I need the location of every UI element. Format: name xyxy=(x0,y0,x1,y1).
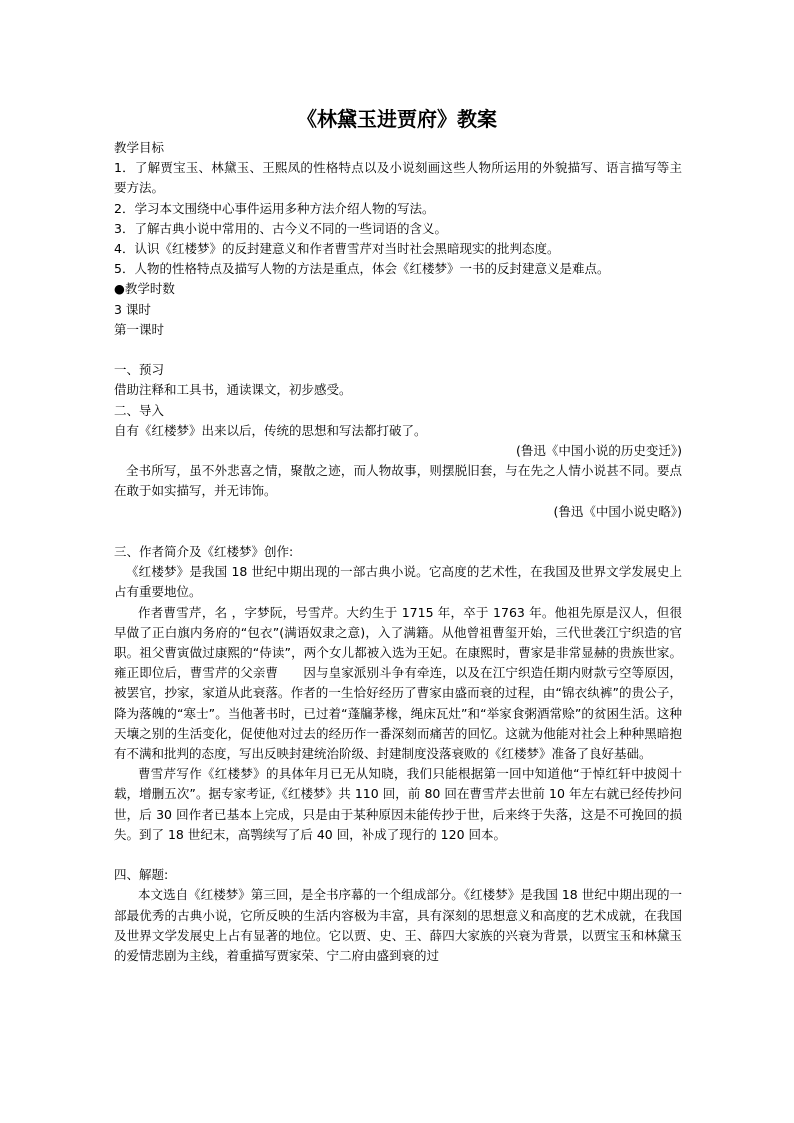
section-intro-heading: 二、导入 xyxy=(114,402,165,418)
intro-quote-2: 全书所写，虽不外悲喜之情，聚散之迹，而人物故事，则摆脱旧套，与在先之人情小说甚不同。要点在敢于如实描写，并无讳饰。 xyxy=(114,463,682,499)
section-preview-text: 借助注释和工具书，通读课文，初步感受。 xyxy=(114,382,352,398)
objective-item-2: 2．学习本文围绕中心事件运用多种方法介绍人物的写法。 xyxy=(114,200,435,216)
lesson-heading: 第一课时 xyxy=(114,321,165,337)
teaching-hours-value: 3 课时 xyxy=(114,301,151,317)
author-paragraph-3: 曹雪芹写作《红楼梦》的具体年月已无从知晓，我们只能根据第一回中知道他“于悼红轩中披阅十载，增删五次”。据专家考证,《红楼梦》共 110 回，前 80 回在曹雪芹去世前 10 年左右就已经传抄问世，后 30 回作者已基本上完成，只是由于某种原因未能传抄于世，后来终于失落，这是不可挽回的损失。到了 18 世纪末，高鹗续写了后 40 回，补成了现行的 120 回本。 xyxy=(114,766,682,842)
objectives-heading: 教学目标 xyxy=(114,140,165,155)
explanation-paragraph-1: 本文选自《红楼梦》第三回，是全书序幕的一个组成部分。《红楼梦》是我国 18 世纪中期出现的一部最优秀的古典小说，它所反映的生活内容极为丰富，具有深刻的思想意义和高度的艺术成就，在我国及世界文学发展史上占有显著的地位。它以贾、史、王、薛四大家族的兴衰为背景，以贾宝玉和林黛玉的爱情悲剧为主线，着重描写贾家荣、宁二府由盛到衰的过 xyxy=(114,887,682,964)
spacer xyxy=(114,340,682,360)
spacer xyxy=(114,845,682,865)
objective-item-4: 4．认识《红楼梦》的反封建意义和作者曹雪芹对当时社会黑暗现实的批判态度。 xyxy=(114,241,560,257)
document-body xyxy=(114,138,682,966)
objective-item-5: 5．人物的性格特点及描写人物的方法是重点，体会《红楼梦》一书的反封建意义是难点。 xyxy=(114,261,610,277)
intro-citation-2: (鲁迅《中国小说史略》) xyxy=(553,503,682,519)
author-paragraph-2: 作者曹雪芹，名 ，字梦阮，号雪芹。大约生于 1715 年，卒于 1763 年。他祖先原是汉人，但很早做了正白旗内务府的“包衣”(满语奴隶之意)，入了满籍。从他曾祖曹玺开始，三代世袭江宁织造的官职。祖父曹寅做过康熙的“侍读”，两个女儿都被入选为王妃。在康熙时，曹家是非常显赫的贵族世家。雍正即位后，曹雪芹的父亲曹 因与皇家派别斗争有牵连，以及在江宁织造任期内财款亏空等原因，被罢官，抄家，家道从此衰落。作者的一生恰好经历了曹家由盛而衰的过程，由“锦衣纨裤”的贵公子，降为落魄的“寒士”。当他著书时，已过着“蓬牖茅椽，绳床瓦灶”和“举家食粥酒常赊”的贫困生活。这种天壤之别的生活变化，促使他对过去的经历作一番深刻而痛苦的回忆。这就为他能对社会上种种黑暗抱有不满和批判的态度，写出反映封建统治阶级、封建制度没落衰败的《红楼梦》准备了良好基础。 xyxy=(114,604,682,762)
intro-quote-1: 自有《红楼梦》出来以后，传统的思想和写法都打破了。 xyxy=(114,422,427,438)
section-preview-heading: 一、预习 xyxy=(114,362,165,378)
section-explanation-heading: 四、解题: xyxy=(114,867,169,883)
objective-item-3: 3．了解古典小说中常用的、古今义不同的一些词语的含义。 xyxy=(114,220,447,236)
author-paragraph-1: 《红楼梦》是我国 18 世纪中期出现的一部古典小说。它高度的艺术性，在我国及世界文学发展史上占有重要地位。 xyxy=(114,564,682,600)
section-author-heading: 三、作者简介及《红楼梦》创作: xyxy=(114,544,294,560)
intro-citation-1: (鲁迅《中国小说的历史变迁》) xyxy=(515,443,682,459)
spacer xyxy=(114,522,682,542)
document-title: 《林黛玉进贾府》教案 xyxy=(297,107,497,131)
objective-item-1: 1．了解贾宝玉、林黛玉、王熙凤的性格特点以及小说刻画这些人物所运用的外貌描写、语言描写等主要方法。 xyxy=(114,160,682,196)
teaching-hours-heading: ●教学时数 xyxy=(114,281,175,297)
